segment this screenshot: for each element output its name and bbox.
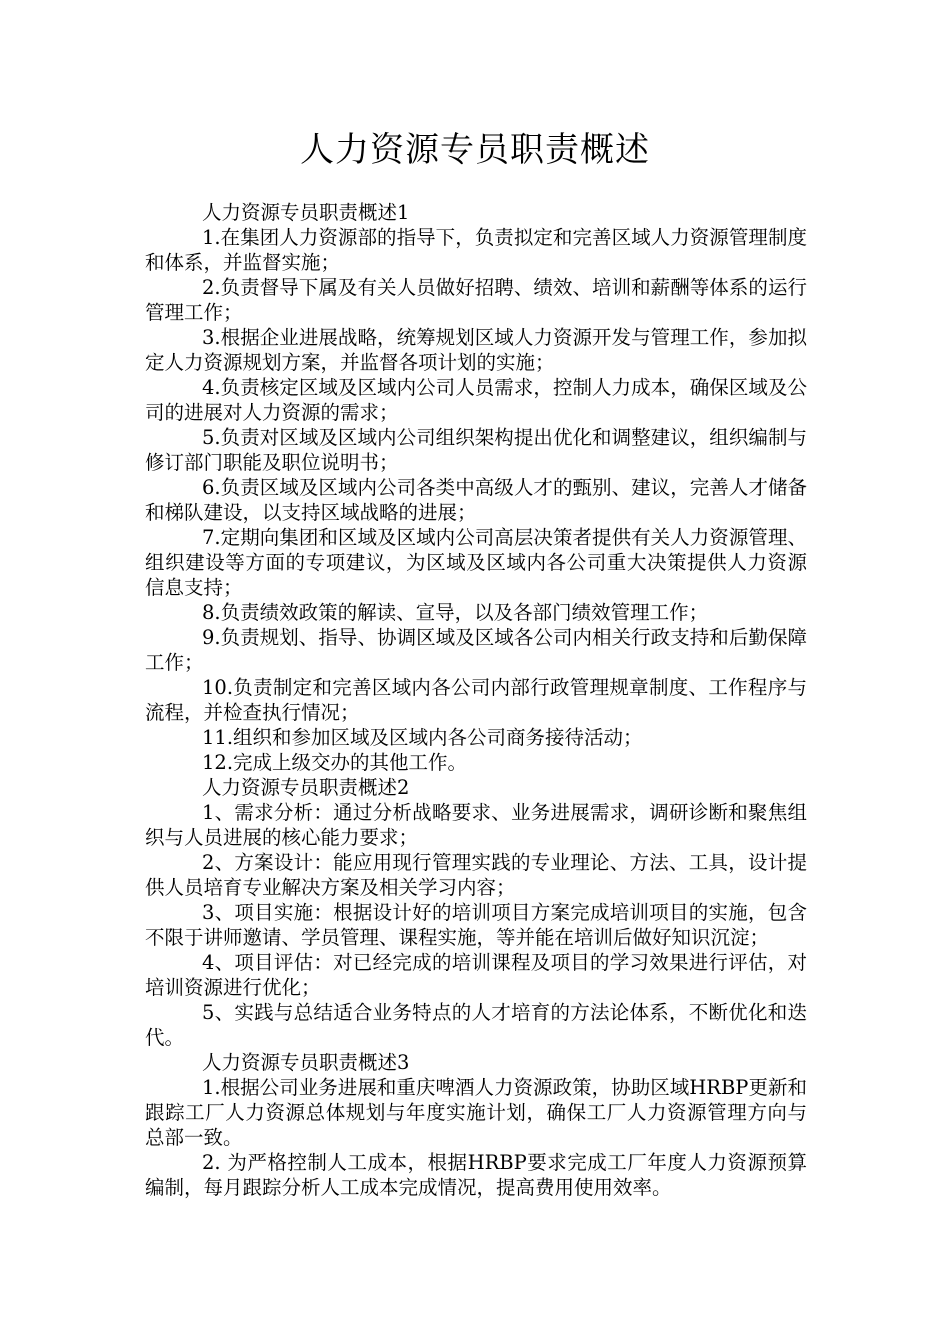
list-item: 4.负责核定区域及区域内公司人员需求，控制人力成本，确保区域及公司的进展对人力资源的需求； <box>145 376 807 424</box>
section-heading-3: 人力资源专员职责概述3 <box>202 1051 410 1074</box>
document-body <box>145 200 807 1200</box>
list-item: 12.完成上级交办的其他工作。 <box>202 751 468 774</box>
list-item: 1、需求分析：通过分析战略要求、业务进展需求，调研诊断和聚焦组织与人员进展的核心能力要求； <box>145 801 807 849</box>
list-item: 2. 为严格控制人工成本，根据HRBP要求完成工厂年度人力资源预算编制，每月跟踪分析人工成本完成情况，提高费用使用效率。 <box>145 1151 807 1199</box>
document-title: 人力资源专员职责概述 <box>300 130 650 170</box>
list-item: 3、项目实施：根据设计好的培训项目方案完成培训项目的实施，包含不限于讲师邀请、学员管理、课程实施，等并能在培训后做好知识沉淀； <box>145 901 807 949</box>
list-item: 2.负责督导下属及有关人员做好招聘、绩效、培训和薪酬等体系的运行管理工作； <box>145 276 807 324</box>
list-item: 5.负责对区域及区域内公司组织架构提出优化和调整建议，组织编制与修订部门职能及职位说明书； <box>145 426 807 474</box>
list-item: 11.组织和参加区域及区域内各公司商务接待活动； <box>202 726 643 749</box>
section-heading-1: 人力资源专员职责概述1 <box>202 201 410 224</box>
list-item: 1.在集团人力资源部的指导下，负责拟定和完善区域人力资源管理制度和体系，并监督实施； <box>145 226 807 274</box>
list-item: 8.负责绩效政策的解读、宣导，以及各部门绩效管理工作； <box>202 601 709 624</box>
list-item: 5、实践与总结适合业务特点的人才培育的方法论体系，不断优化和迭代。 <box>145 1001 807 1049</box>
section-heading-2: 人力资源专员职责概述2 <box>202 776 410 799</box>
list-item: 9.负责规划、指导、协调区域及区域各公司内相关行政支持和后勤保障工作； <box>145 626 807 674</box>
list-item: 6.负责区域及区域内公司各类中高级人才的甄别、建议，完善人才储备和梯队建设，以支持区域战略的进展； <box>145 476 807 524</box>
list-item: 7.定期向集团和区域及区域内公司高层决策者提供有关人力资源管理、组织建设等方面的专项建议，为区域及区域内各公司重大决策提供人力资源信息支持； <box>145 526 807 599</box>
list-item: 3.根据企业进展战略，统筹规划区域人力资源开发与管理工作，参加拟定人力资源规划方案，并监督各项计划的实施； <box>145 326 807 374</box>
list-item: 4、项目评估：对已经完成的培训课程及项目的学习效果进行评估，对培训资源进行优化； <box>145 951 807 999</box>
list-item: 1.根据公司业务进展和重庆啤酒人力资源政策，协助区域HRBP更新和跟踪工厂人力资源总体规划与年度实施计划，确保工厂人力资源管理方向与总部一致。 <box>145 1076 807 1149</box>
list-item: 10.负责制定和完善区域内各公司内部行政管理规章制度、工作程序与流程，并检查执行情况； <box>145 676 807 724</box>
list-item: 2、方案设计：能应用现行管理实践的专业理论、方法、工具，设计提供人员培育专业解决方案及相关学习内容； <box>145 851 807 899</box>
